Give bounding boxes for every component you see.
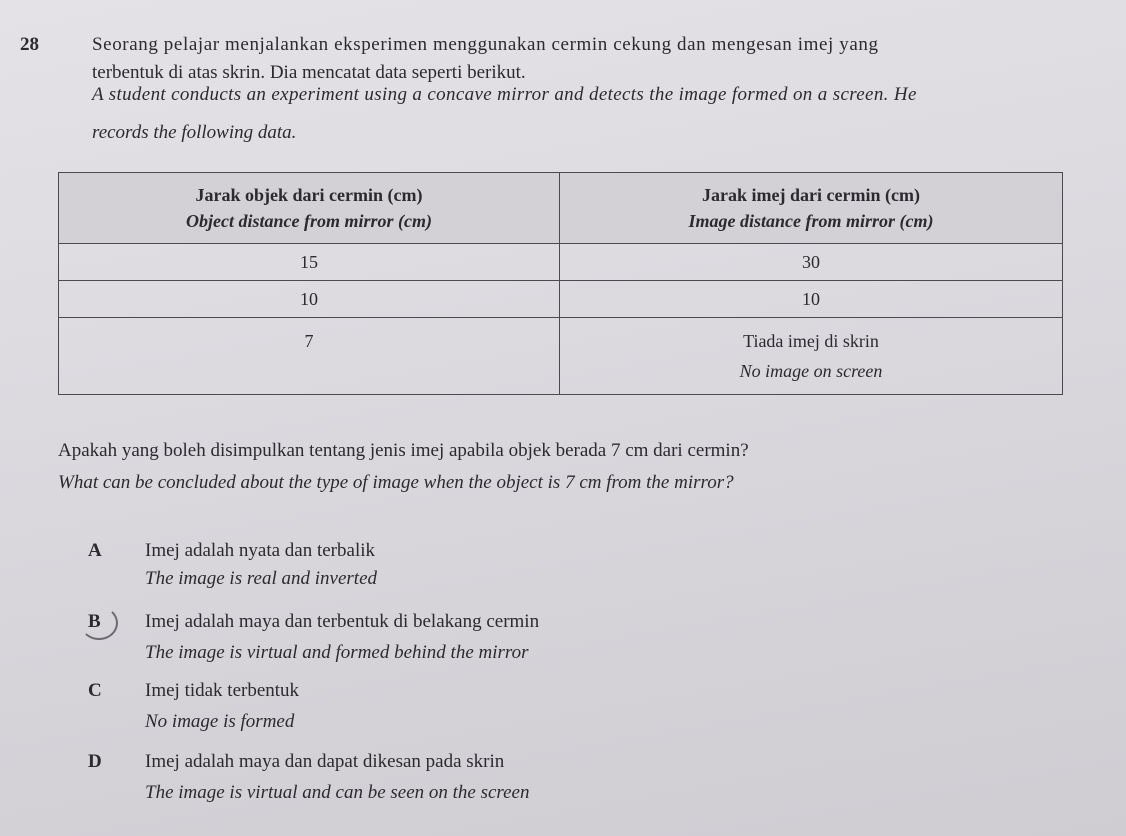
option-c-text-ms[interactable]: Imej tidak terbentuk (145, 680, 300, 701)
table-header-image-distance (560, 173, 1063, 244)
image-result-en: No image on screen (739, 361, 883, 381)
option-d-text-ms[interactable]: Imej adalah maya dan dapat dikesan pada skrin (145, 751, 505, 772)
data-table (58, 172, 1063, 395)
table-row (59, 244, 1063, 281)
header-col2-en: Image distance from mirror (cm) (688, 211, 934, 231)
object-distance-value: 7 (304, 331, 314, 351)
option-b-text-en[interactable]: The image is virtual and formed behind the mirror (145, 642, 529, 663)
image-result-ms: Tiada imej di skrin (743, 331, 879, 351)
option-a-text-ms[interactable]: Imej adalah nyata dan terbalik (145, 540, 376, 561)
table-header-object-distance (59, 173, 560, 244)
prompt-ms: Apakah yang boleh disimpulkan tentang jenis imej apabila objek berada 7 cm dari cermin? (58, 440, 749, 461)
image-distance-cell (560, 318, 1063, 395)
option-a-text-en[interactable]: The image is real and inverted (145, 568, 378, 589)
option-b-letter[interactable]: B (88, 611, 101, 632)
image-distance-cell: 30 (560, 244, 1063, 281)
header-col1-en: Object distance from mirror (cm) (186, 211, 432, 231)
table-row (59, 318, 1063, 395)
object-distance-cell (59, 318, 560, 395)
table-row (59, 281, 1063, 318)
table-header-row (59, 173, 1063, 244)
object-distance-cell: 10 (59, 281, 560, 318)
question-stem-en-line2: records the following data. (92, 122, 297, 143)
option-d-text-en[interactable]: The image is virtual and can be seen on the screen (145, 782, 530, 803)
question-stem-ms-line2: terbentuk di atas skrin. Dia mencatat data seperti berikut. (92, 62, 526, 83)
question-number: 28 (20, 34, 39, 55)
object-distance-cell: 15 (59, 244, 560, 281)
option-d-letter[interactable]: D (88, 751, 102, 772)
option-c-letter[interactable]: C (88, 680, 102, 701)
question-stem-en-line1: A student conducts an experiment using a concave mirror and detects the image formed on a screen. He (92, 84, 917, 105)
header-col2-ms: Jarak imej dari cermin (cm) (702, 185, 920, 205)
option-a-letter[interactable]: A (88, 540, 102, 561)
question-stem-ms-line1: Seorang pelajar menjalankan eksperimen menggunakan cermin cekung dan mengesan imej yang (92, 34, 879, 55)
option-b-text-ms[interactable]: Imej adalah maya dan terbentuk di belakang cermin (145, 611, 540, 632)
option-c-text-en[interactable]: No image is formed (145, 711, 295, 732)
image-distance-cell: 10 (560, 281, 1063, 318)
header-col1-ms: Jarak objek dari cermin (cm) (195, 185, 423, 205)
prompt-en: What can be concluded about the type of image when the object is 7 cm from the mirror? (58, 472, 734, 493)
